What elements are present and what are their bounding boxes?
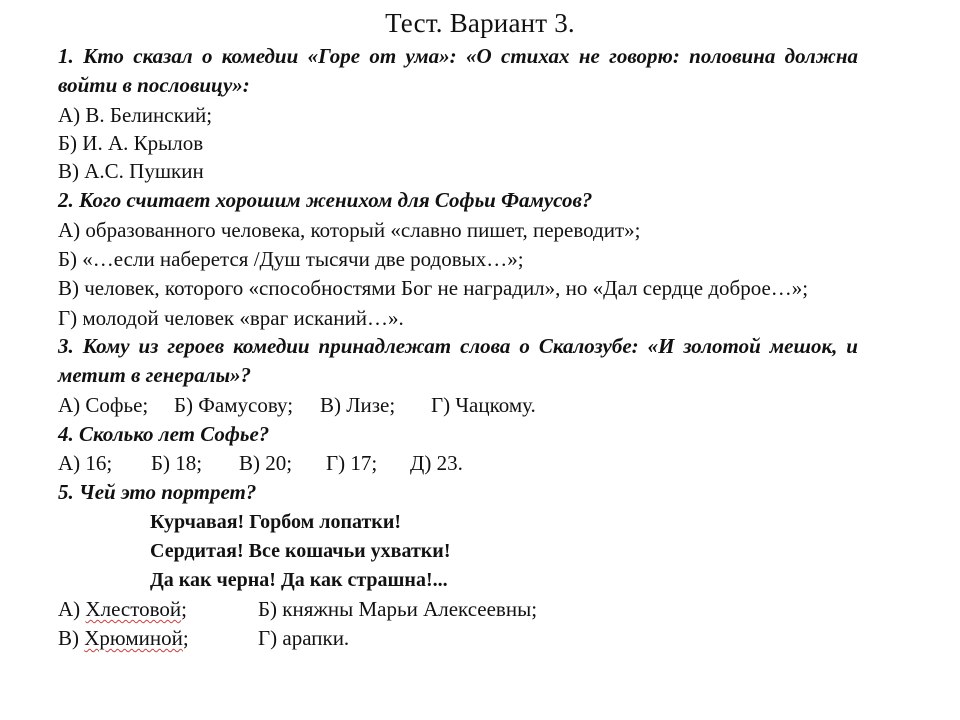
question-2: 2. Кого считает хорошим женихом для Софьи Фамусов? — [58, 188, 593, 212]
q2-answer-b: Б) «…если наберется /Душ тысячи две родовых…»; — [58, 247, 524, 271]
q3-option-b: Б) Фамусову; — [174, 393, 294, 417]
q4-option-e: Д) 23. — [410, 451, 463, 475]
q3-option-a: А) Софье; — [58, 393, 149, 417]
question-3: 3. Кому из героев комедии принадлежат слова о Скалозубе: «И золотой мешок, и метит в генералы»? — [58, 334, 858, 387]
question-4: 4. Сколько лет Софье? — [58, 422, 270, 446]
page-title: Тест. Вариант 3. — [385, 8, 575, 38]
q3-option-c: В) Лизе; — [320, 393, 396, 417]
q5-options-row-1 — [58, 595, 537, 623]
question-5: 5. Чей это портрет? — [58, 480, 257, 504]
verse-line-2: Сердитая! Все кошачьи ухватки! — [150, 540, 451, 562]
spellcheck-word-hryuminoy: Хрюминой — [84, 626, 183, 650]
q2-answer-d: Г) молодой человек «враг исканий…». — [58, 306, 404, 330]
q1-answer-c: В) А.С. Пушкин — [58, 159, 204, 183]
q4-option-b: Б) 18; — [151, 451, 203, 475]
q5-option-c: В) Хрюминой; — [58, 626, 189, 650]
q2-answer-a: А) образованного человека, который «славно пишет, переводит»; — [58, 218, 641, 242]
q5-options-row-2 — [58, 624, 349, 652]
q5-option-a: А) Хлестовой; — [58, 597, 187, 621]
q5-option-d: Г) арапки. — [258, 626, 350, 650]
q5-option-b: Б) княжны Марьи Алексеевны; — [258, 597, 538, 621]
q4-option-c: В) 20; — [239, 451, 293, 475]
q4-option-a: А) 16; — [58, 451, 113, 475]
q1-answer-b: Б) И. А. Крылов — [58, 131, 204, 155]
q2-answer-c: В) человек, которого «способностями Бог не наградил», но «Дал сердце доброе…»; — [58, 276, 809, 300]
verse-line-3: Да как черна! Да как страшна!... — [150, 569, 448, 591]
q4-option-d: Г) 17; — [326, 451, 378, 475]
q4-options — [58, 449, 463, 477]
q3-option-d: Г) Чацкому. — [431, 393, 536, 417]
question-1: 1. Кто сказал о комедии «Горе от ума»: «О стихах не говорю: половина должна войти в пословицу»: — [58, 44, 858, 97]
verse-line-1: Курчавая! Горбом лопатки! — [150, 511, 402, 533]
spellcheck-word-hlestovoy: Хлестовой — [85, 597, 182, 621]
q1-answer-a: А) В. Белинский; — [58, 103, 213, 127]
q3-options — [58, 391, 536, 419]
